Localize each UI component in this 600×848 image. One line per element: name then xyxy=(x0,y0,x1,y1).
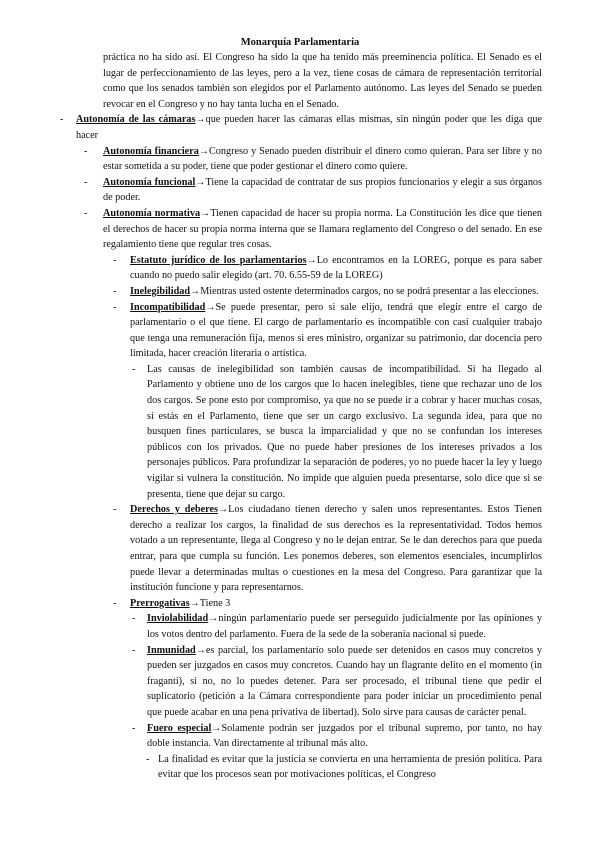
bullet-dash: - xyxy=(113,504,117,516)
list-item xyxy=(0,284,600,300)
item-text: Las causas de inelegibilidad son también causas de incompatibilidad. Si ha llegado al Parlamento y obtiene uno de los cargos que lo hacen inelegibles, tiene que rechazar uno de los dos cargos. Se pone esto por compromiso, ya que no se puede ir a cobrar y hacer muchas cosas, si estás en el Parlamento, tiene que ser un cargo exclusivo. La segunda idea, para que no busquen fines particulares, se busca la imparcialidad y que no se confundan los intereses públicos con los privados. Que no puede haber presiones de los intereses privados a los personajes públicos. Para profundizar la separación de poderes, yo no puede hacer la ley y luego vigilar si vulnera la constitución. No impide que alguien pueda presentarse, solo dice que si se presenta, tiene que dejar su cargo. xyxy=(147,363,542,500)
list-item xyxy=(0,721,600,752)
page-title: Monarquía Parlamentaria xyxy=(240,37,360,48)
bullet-dash: - xyxy=(113,285,117,297)
bullet-dash: - xyxy=(113,254,117,266)
item-text: →ningún parlamentario puede ser perseguido judicialmente por las opiniones y los votos dentro del parlamento. Fuera de la sede de la soberanía nacional si puede. xyxy=(147,613,542,640)
list-item xyxy=(0,206,600,253)
item-heading: Incompatibilidad xyxy=(130,301,206,313)
list-item xyxy=(0,144,600,175)
paragraph-text: práctica no ha sido así. El Congreso ha sido la que ha tenido más preeminencia política. El Senado es el lugar de perfeccionamiento de las leyes, pero a la vez, tiene cosas de cámara de representación territorial como que los senados también son elegidos por el Parlamento autónomo. Las leyes del Senado se pueden revocar en el Congreso y no hay tanta lucha en el Senado. xyxy=(103,52,542,110)
bullet-dash: - xyxy=(113,597,117,609)
bullet-dash: - xyxy=(84,145,88,157)
list-item xyxy=(0,611,600,642)
item-text: →Se puede presentar, pero si sale elijo, tendrá que elegir entre el cargo de parlamentario o el que tiene. El cargo de parlamentario es incompatible con casi cualquier trabajo que tenga una remuneración fija, menos si eres ministro, organizar su patrimonio, dar docencia pero limitada, hacer creación literaria o artística. xyxy=(130,301,542,360)
bullet-dash: - xyxy=(84,176,88,188)
paragraph xyxy=(0,50,600,112)
item-heading: Inmunidad xyxy=(147,644,196,656)
item-text: →que pueden hacer las cámaras ellas mismas, sin ningún poder que les diga que hacer xyxy=(76,114,542,141)
item-heading: Estatuto jurídico de los parlamentarios xyxy=(130,254,307,266)
item-heading: Prerrogativas xyxy=(130,597,190,609)
bullet-dash: - xyxy=(113,301,117,313)
item-heading: Autonomía funcional xyxy=(103,176,196,188)
bullet-dash: - xyxy=(60,114,64,126)
item-text: →Tiene 3 xyxy=(189,597,231,609)
item-heading: Derechos y deberes xyxy=(130,504,218,516)
list-item xyxy=(0,643,600,721)
item-text: →Los ciudadano tienen derecho y salen unos representantes. Estos Tienen derecho a realizar los cargos, la finalidad de sus derechos es la representatividad. Todos hemos votado a un representante, llega al Congreso y no le dejan entrar. Se le dan derechos para que pueda entrar, para que cumpla su función. Les ponemos deberes, son elementos esenciales, incumplirlos puede llevar a determinadas multas o cuestiones en la mesa del Congreso. Para garantizar que la institución funcione y para representarnos. xyxy=(130,504,542,594)
bullet-dash: - xyxy=(84,207,88,219)
list-item xyxy=(0,253,600,284)
list-item xyxy=(0,112,600,143)
item-text: →Lo encontramos en la LOREG, porque es para saber cuando no puedo salir elegido (art. 70. 6.55-59 de la LOREG) xyxy=(130,254,542,282)
list-item xyxy=(0,175,600,206)
bullet-dash: - xyxy=(132,644,136,656)
list-item xyxy=(0,752,600,783)
bullet-dash: - xyxy=(132,363,136,375)
bullet-dash: - xyxy=(146,753,150,765)
list-item xyxy=(0,502,600,596)
item-text: →Solamente podrán ser juzgados por el tribunal supremo, por tanto, no hay doble instancia. Van directamente al tribunal más alto. xyxy=(147,722,542,750)
item-heading: Autonomía financiera xyxy=(103,145,199,157)
list-item xyxy=(0,596,600,612)
item-text: →Mientras usted ostente determinados cargos, no se podrá presentar a las elecciones. xyxy=(190,285,539,297)
bullet-dash: - xyxy=(132,613,136,625)
item-heading: Fuero especial xyxy=(147,722,212,734)
item-heading: Inelegibilidad xyxy=(130,285,191,297)
item-heading: Inviolabilidad xyxy=(147,613,209,625)
document-body xyxy=(0,50,600,783)
bullet-dash: - xyxy=(132,722,136,734)
item-text: →es parcial, los parlamentario solo puede ser detenidos en casos muy concretos y pueden ser juzgados en casos muy concretos. Cuando hay un flagrante delito en el momento (in fraganti), si no, no lo puedes detener. Para ser procesado, el tribunal tiene que pedir el suplicatorio (petición a la Cámara correspondiente para poder iniciar un procedimiento penal que puede acabar en una pena privativa de libertad). Solo sirve para causas de carácter penal. xyxy=(147,644,542,718)
item-text: La finalidad es evitar que la justicia se convierta en una herramienta de presión política. Para evitar que los procesos sean por motivaciones políticas, el Congreso xyxy=(158,753,542,781)
item-heading: Autonomía normativa xyxy=(103,207,201,219)
item-text: →Tienen capacidad de hacer su propia norma. La Constitución les dice que tienen el derechos de hacer su propia norma interna que se llamara reglamento del Congreso o del senado. En ese regalamiento tiene que regular tres cosas. xyxy=(103,207,543,251)
list-item xyxy=(0,300,600,362)
item-text: →Congreso y Senado pueden distribuir el dinero como quieran. Para ser libre y no estar sometida a su poder, tiene que poder gestionar el dinero como quiere. xyxy=(103,145,542,173)
list-item xyxy=(0,362,600,502)
item-heading: Autonomía de las cámaras xyxy=(76,114,196,126)
item-text: →Tiene la capacidad de contratar de sus propios funcionarios y elegir a sus órganos de poder. xyxy=(103,176,542,204)
